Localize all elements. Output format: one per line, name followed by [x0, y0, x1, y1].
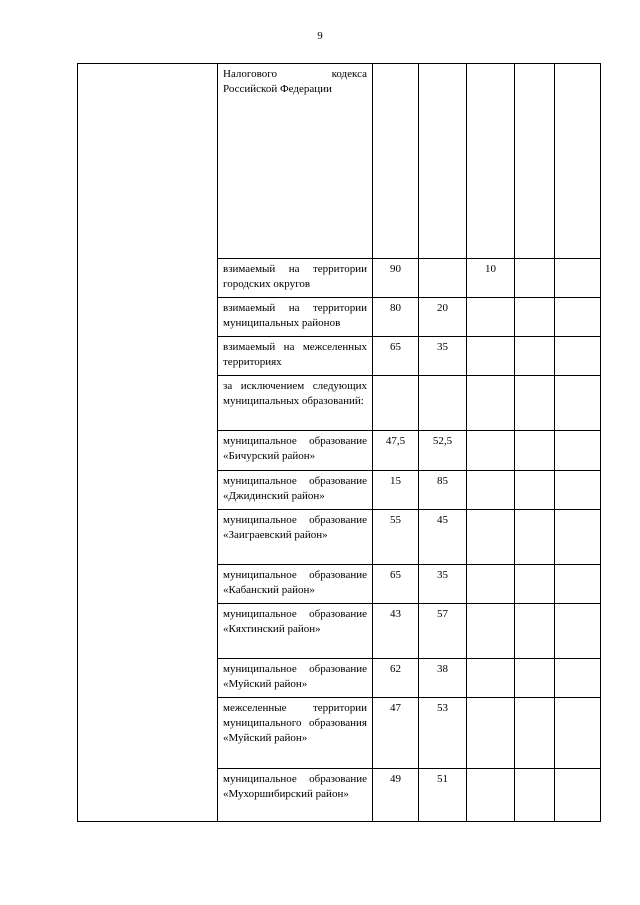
cell-value [515, 337, 555, 376]
row-name: взимаемый на территории муниципальных районов [218, 298, 373, 337]
cell-value: 43 [373, 604, 419, 659]
cell-value: 65 [373, 337, 419, 376]
cell-value [555, 259, 601, 298]
cell-value [419, 259, 467, 298]
row-name: Налогового кодекса Российской Федерации [218, 64, 373, 259]
cell-value [555, 298, 601, 337]
cell-value [467, 769, 515, 822]
cell-value: 80 [373, 298, 419, 337]
cell-value: 49 [373, 769, 419, 822]
cell-value: 85 [419, 471, 467, 510]
cell-value: 90 [373, 259, 419, 298]
row-name: взимаемый на территории городских округов [218, 259, 373, 298]
cell-value [515, 510, 555, 565]
cell-value: 65 [373, 565, 419, 604]
cell-value: 55 [373, 510, 419, 565]
cell-value: 51 [419, 769, 467, 822]
cell-value [373, 64, 419, 259]
row-name: муниципальное образование «Заиграевский район» [218, 510, 373, 565]
cell-value [467, 64, 515, 259]
cell-value [515, 298, 555, 337]
cell-value: 35 [419, 337, 467, 376]
cell-value [419, 64, 467, 259]
blank-first-column [78, 64, 218, 822]
cell-value: 35 [419, 565, 467, 604]
cell-value [467, 376, 515, 431]
cell-value [515, 259, 555, 298]
cell-value [515, 431, 555, 471]
cell-value [373, 376, 419, 431]
cell-value [555, 64, 601, 259]
cell-value [515, 769, 555, 822]
cell-value [555, 510, 601, 565]
cell-value [555, 471, 601, 510]
row-name: взимаемый на межселенных территориях [218, 337, 373, 376]
cell-value [467, 471, 515, 510]
row-name: муниципальное образование «Джидинский район» [218, 471, 373, 510]
cell-value: 15 [373, 471, 419, 510]
cell-value [515, 698, 555, 769]
revenue-distribution-table [77, 63, 601, 822]
cell-value: 47,5 [373, 431, 419, 471]
page-number: 9 [317, 30, 323, 42]
cell-value: 62 [373, 659, 419, 698]
cell-value: 10 [467, 259, 515, 298]
cell-value [467, 659, 515, 698]
cell-value [555, 659, 601, 698]
cell-value [467, 604, 515, 659]
row-name: муниципальное образование «Мухоршибирский район» [218, 769, 373, 822]
cell-value [555, 565, 601, 604]
cell-value: 38 [419, 659, 467, 698]
cell-value [467, 565, 515, 604]
cell-value [467, 431, 515, 471]
cell-value [515, 376, 555, 431]
cell-value: 57 [419, 604, 467, 659]
cell-value [555, 604, 601, 659]
cell-value [467, 298, 515, 337]
row-name: межселенные территории муниципального образования «Муйский район» [218, 698, 373, 769]
row-name: за исключением следующих муниципальных образований: [218, 376, 373, 431]
cell-value [515, 565, 555, 604]
cell-value [555, 376, 601, 431]
table-row [78, 64, 601, 259]
cell-value [555, 431, 601, 471]
cell-value [467, 337, 515, 376]
row-name: муниципальное образование «Кабанский район» [218, 565, 373, 604]
row-name: муниципальное образование «Кяхтинский район» [218, 604, 373, 659]
cell-value [515, 64, 555, 259]
cell-value [515, 604, 555, 659]
cell-value: 52,5 [419, 431, 467, 471]
row-name: муниципальное образование «Муйский район» [218, 659, 373, 698]
cell-value: 53 [419, 698, 467, 769]
cell-value [467, 510, 515, 565]
cell-value [555, 337, 601, 376]
cell-value: 45 [419, 510, 467, 565]
row-name: муниципальное образование «Бичурский район» [218, 431, 373, 471]
cell-value [419, 376, 467, 431]
cell-value [515, 471, 555, 510]
cell-value: 47 [373, 698, 419, 769]
cell-value [515, 659, 555, 698]
cell-value [467, 698, 515, 769]
cell-value [555, 698, 601, 769]
cell-value [555, 769, 601, 822]
cell-value: 20 [419, 298, 467, 337]
